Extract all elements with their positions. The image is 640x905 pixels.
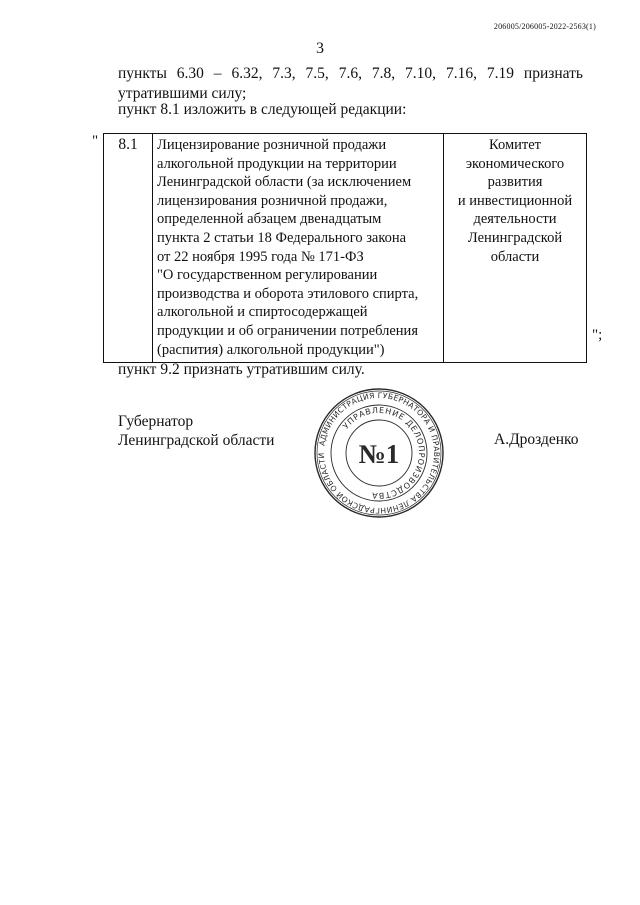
description-line: определенной абзацем двенадцатым [157,211,382,228]
paragraph-repeal-point-9-2: пункт 9.2 признать утратившим силу. [118,361,365,378]
seal-center-number: №1 [358,439,400,469]
org-line: Комитет [489,137,541,153]
signatory-title-line: Ленинградской области [118,432,275,449]
description-line: пункта 2 статьи 18 Федерального закона [157,229,407,246]
description-line: алкогольной продукции на территории [157,155,397,172]
seal-outer-text: АДМИНИСТРАЦИЯ ГУБЕРНАТОРА И ПРАВИТЕЛЬСТВА ЛЕНИНГРАДСКОЙ ОБЛАСТИ [316,390,442,516]
org-line: области [490,248,540,265]
description-line: Лицензирование розничной продажи [157,137,387,153]
description-line: продукции и об ограничении потребления [157,322,418,339]
org-line: экономического [465,155,565,172]
description-line: алкогольной и спиртосодержащей [157,304,368,321]
row-responsible-org-cell [444,134,587,363]
signatory-title-line: Губернатор [118,413,194,430]
description-line: "О государственном регулировании [157,267,378,284]
table-row [104,134,587,363]
row-number-cell: 8.1 [104,134,153,363]
seal-inner-text: УПРАВЛЕНИЕ ДЕЛОПРОИЗВОДСТВА [341,405,427,501]
description-line: лицензирования розничной продажи, [157,192,388,209]
description-line: Ленинградской области (за исключением [157,174,412,191]
page-number: 3 [316,40,324,57]
table-closing-quote: "; [592,327,603,343]
org-line: деятельности [473,211,557,228]
paragraph-amend-point: пункт 8.1 изложить в следующей редакции: [118,101,407,118]
official-seal-stamp [312,386,446,520]
amendment-table [103,133,587,363]
paragraph-repeal-points: пункты 6.30 – 6.32, 7.3, 7.5, 7.6, 7.8, 7.10, 7.16, 7.19 признать [118,65,583,82]
signatory-name: А.Дрозденко [494,431,579,448]
document-id: 206005/206005-2022-2563(1) [493,22,596,31]
paragraph-repeal-points-continuation: утратившими силу; [118,85,247,102]
row-description-cell [153,134,444,363]
description-line: от 22 ноября 1995 года № 171-ФЗ [157,248,364,265]
signatory-title [118,412,274,450]
description-line: (распития) алкогольной продукции") [157,341,385,358]
org-line: и инвестиционной [457,192,573,209]
description-line: производства и оборота этилового спирта, [157,285,419,302]
table-opening-quote: " [92,133,99,149]
org-line: Ленинградской [467,229,563,246]
org-line: развития [487,174,543,191]
